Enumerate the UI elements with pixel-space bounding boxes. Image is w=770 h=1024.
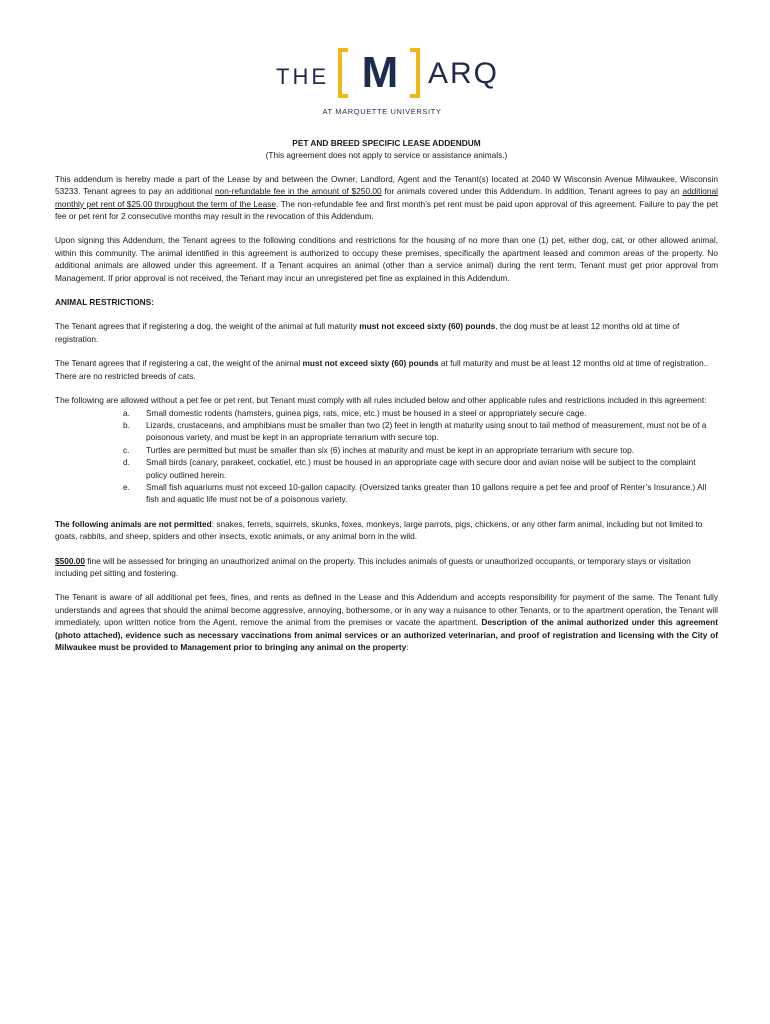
cat-text-1: The Tenant agrees that if registering a cat, the weight of the animal xyxy=(55,358,303,369)
allowed-animals-list xyxy=(55,407,718,506)
list-item-text: Lizards, crustaceans, and amphibians must be smaller than two (2) feet in length at maturity using snout to tail method of measurement, must not be of a poisonous variety, and must be kept in an appropriate terrarium with secure top. xyxy=(146,419,707,443)
fine-paragraph xyxy=(55,555,718,580)
logo-right-bracket xyxy=(410,48,420,98)
list-item-text: Small fish aquariums must not exceed 10-gallon capacity. (Oversized tanks greater than 10 gallons require a pet fee and proof of Renter’s Insurance.) All fish and aquatic life must not be of a poisonous variety. xyxy=(146,481,707,505)
intro-text-1: This addendum is hereby made a part of the Lease by and between the Owner, Landlord, Agent and the Tenant(s) located at 2040 W Wisconsin Avenue Milwaukee, Wisconsin 53233. Tenant agrees to pay an additional xyxy=(55,173,718,197)
list-marker: e. xyxy=(123,481,130,492)
cat-weight-limit: must not exceed sixty (60) pounds xyxy=(302,358,439,369)
list-marker: d. xyxy=(123,457,130,468)
allowed-item xyxy=(55,481,718,506)
dog-text-2: , the dog must be at least 12 months old at time of registration. xyxy=(55,321,680,344)
restrictions-heading: ANIMAL RESTRICTIONS: xyxy=(55,297,154,308)
allowed-intro: The following are allowed without a pet fee or pet rent, but Tenant must comply with all rules included below and other applicable rules and restrictions included in this agreement: xyxy=(55,395,707,406)
dog-paragraph xyxy=(55,320,718,345)
marq-logo xyxy=(270,44,500,120)
intro-text-2: for animals covered under this Addendum. In addition, Tenant agrees to pay an xyxy=(381,186,683,197)
pet-rent-text: additional monthly pet rent of $25.00 throughout the term of the Lease xyxy=(55,186,718,209)
list-marker: b. xyxy=(123,419,130,430)
dog-text-1: The Tenant agrees that if registering a dog, the weight of the animal at full maturity xyxy=(55,321,360,332)
final-paragraph xyxy=(55,591,718,653)
document-subtitle: (This agreement does not apply to service or assistance animals.) xyxy=(265,150,508,161)
cat-text-2: at full maturity and must be at least 12 months old at time of registration.. There are no restricted breeds of cats. xyxy=(55,358,709,381)
cat-paragraph xyxy=(55,357,718,382)
list-item-text: Small birds (canary, parakeet, cockatiel, etc.) must be housed in an appropriate cage with secure door and avian noise will be subject to the complaint policy outlined herein. xyxy=(146,457,696,480)
list-marker: a. xyxy=(123,407,130,418)
not-permitted-text: : snakes, ferrets, squirrels, skunks, foxes, monkeys, large parrots, pigs, chickens, or any other farm animal, including but not limited to goats, rabbits, and sheep, spiders and other insects, exotic animals, or any animal born in the wild. xyxy=(55,518,703,542)
pet-fee-text: non-refundable fee in the amount of $250.00 xyxy=(215,186,382,197)
addendum-body xyxy=(55,137,718,665)
final-colon: : xyxy=(406,642,409,652)
intro-text-3: . The non-refundable fee and first month’s pet rent must be paid upon approval of this agreement. Failure to pay the pet fee or pet rent for 2 consecutive months may result in the revocation of this Addendum. xyxy=(55,198,718,222)
fine-text: fine will be assessed for bringing an unauthorized animal on the property. This includes animals of guests or unauthorized occupants, or temporary stays or visitation including pet sitting and fostering. xyxy=(55,555,691,578)
logo-arq: ARQ xyxy=(428,57,500,90)
fine-amount: $500.00 xyxy=(55,555,85,566)
logo-the: THE xyxy=(276,64,329,89)
dog-weight-limit: must not exceed sixty (60) pounds xyxy=(359,321,496,332)
not-permitted-paragraph xyxy=(55,518,718,543)
allowed-item xyxy=(55,419,718,444)
final-text-1: The Tenant is aware of all additional pet fees, fines, and rents as defined in the Lease and this Addendum and accepts responsibility for payment of the same. The Tenant fully understands and agrees that should the animal become aggressive, annoying, bothersome, or in any way a nuisance to other Tenants, or to the apartment operation, the Tenant will immediately, upon written notice from the Agent, remove the animal from the premises or vacate the apartment. xyxy=(55,592,718,628)
logo-subtitle: AT MARQUETTE UNIVERSITY xyxy=(322,107,442,116)
allowed-item xyxy=(55,407,718,419)
final-requirements: Description of the animal authorized under this agreement (photo attached), evidence such as necessary vaccinations from animal services or an authorized veterinarian, and proof of registration and licensing with the City of Milwaukee must be provided to Management prior to bringing any animal on the property xyxy=(55,617,719,652)
list-item-text: Small domestic rodents (hamsters, guinea pigs, rats, mice, etc.) must be housed in a steel or appropriately secure cage. xyxy=(146,407,587,418)
logo-m: M xyxy=(361,48,399,97)
list-item-text: Turtles are permitted but must be smaller than six (6) inches at maturity and must be kept in an appropriate terrarium with secure top. xyxy=(146,444,635,455)
document-title: PET AND BREED SPECIFIC LEASE ADDENDUM xyxy=(292,138,481,148)
allowed-item xyxy=(55,456,718,481)
allowed-item xyxy=(55,444,718,456)
conditions-paragraph: Upon signing this Addendum, the Tenant agrees to the following conditions and restrictions for the housing of no more than one (1) pet, either dog, cat, or other allowed animal, within this community. The animal identified in this agreement is authorized to occupy these premises, specifically the apartment leased and common areas of the property. No additional animals are allowed under this agreement. If a Tenant acquires an animal (other than a service animal) during the rent term, Tenant must get prior approval from Management. If prior approval is not received, the Tenant may incur an unregistered pet fine as explained in this Addendum. xyxy=(55,235,718,283)
intro-paragraph xyxy=(55,173,718,223)
logo-left-bracket xyxy=(338,48,348,98)
not-permitted-heading: The following animals are not permitted xyxy=(55,518,212,529)
list-marker: c. xyxy=(123,444,130,455)
